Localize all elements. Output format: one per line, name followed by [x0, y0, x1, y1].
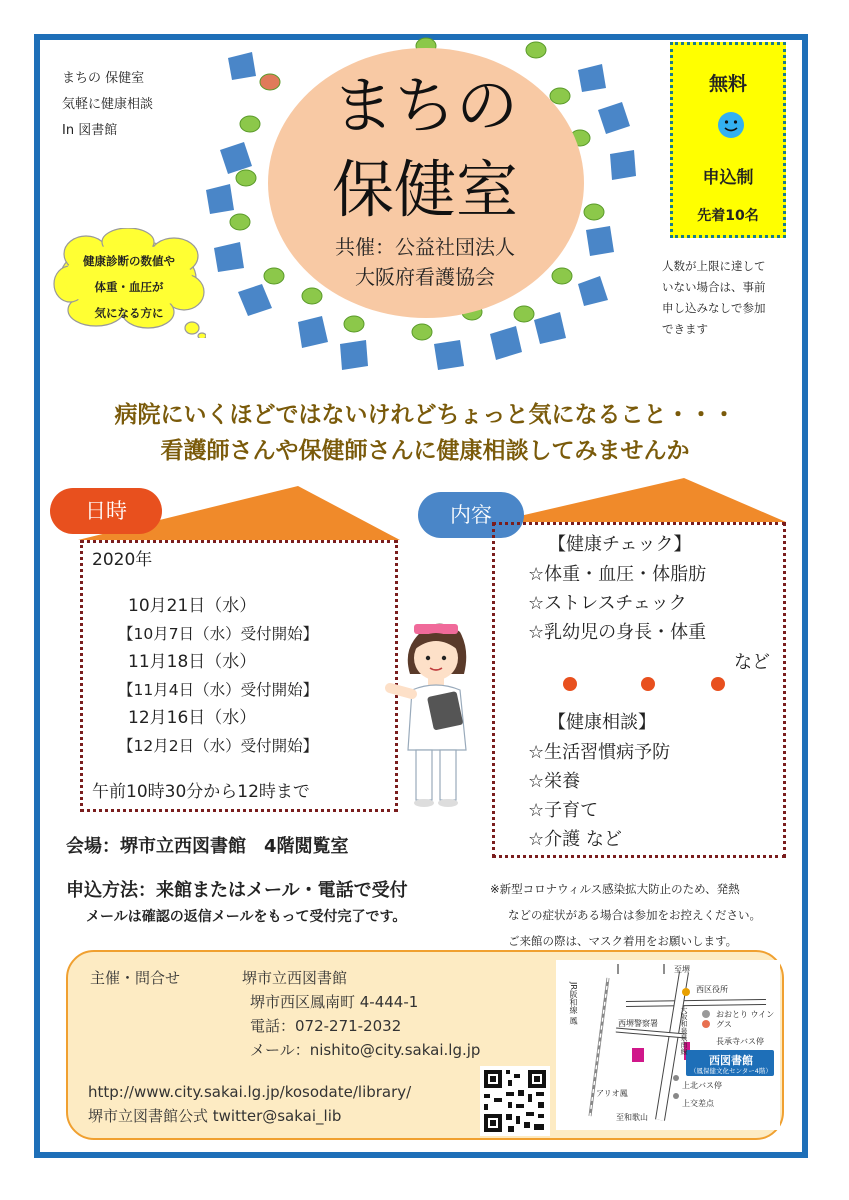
access-map [556, 960, 780, 1130]
apply-label: 申込制 [702, 168, 754, 188]
dot-separator [560, 676, 730, 692]
green-dot [240, 116, 260, 132]
check-item: ☆乳幼児の身長・体重 [528, 622, 707, 643]
caution-note [490, 876, 800, 954]
blue-tile [598, 102, 630, 134]
note-line: 申し込みなしで参加 [662, 301, 766, 315]
map-label: 長承寺バス停 [716, 1037, 764, 1046]
content-heading: 内容 [418, 492, 524, 538]
blue-tile [578, 276, 608, 306]
qr-code-icon [480, 1066, 550, 1136]
apply-method: 申込方法：来館またはメール・電話で受付 [66, 880, 408, 901]
footer-twitter[interactable]: 堺市立図書館公式 twitter@sakai_lib [88, 1107, 342, 1125]
caution-line: などの症状がある場合は参加をお控えください。 [508, 908, 761, 922]
blue-tile [490, 326, 522, 360]
blue-tile [228, 52, 256, 80]
footer-label: 主催・問合せ [90, 969, 181, 987]
schedule-date: 11月18日（水） [128, 652, 257, 672]
map-label: 至堺 [674, 965, 690, 974]
nurse-illustration [384, 610, 488, 810]
check-item: ☆ストレスチェック [528, 593, 687, 614]
green-dot [514, 306, 534, 322]
map-label: 西区役所 [696, 985, 728, 994]
schedule-date: 10月21日（水） [128, 596, 257, 616]
map-library-sub: （鳳保健文化センター4階） [690, 1067, 772, 1075]
map-label: 至和歌山 [616, 1113, 648, 1122]
map-label: おおとり ウイングス [716, 1010, 775, 1029]
map-label: 大阪和泉泉南線 [680, 1006, 688, 1055]
footer-library: 堺市立西図書館 [242, 969, 348, 987]
blue-tile [534, 312, 566, 344]
schedule-time: 午前10時30分から12時まで [92, 782, 310, 802]
footer-address: 堺市西区鳳南町 4-444-1 [250, 993, 419, 1011]
caution-line: ※新型コロナウィルス感染拡大防止のため、発熱 [490, 882, 740, 896]
organizer-line: 共催：公益社団法人 [335, 235, 515, 259]
schedule-heading: 日時 [50, 488, 162, 534]
blue-tile [586, 226, 614, 256]
check-title: 【健康チェック】 [548, 534, 692, 555]
green-dot [526, 42, 546, 58]
footer-email[interactable]: メール：nishito@city.sakai.lg.jp [250, 1041, 481, 1059]
green-dot [230, 214, 250, 230]
check-item: ☆体重・血圧・体脂肪 [528, 564, 707, 585]
free-label: 無料 [708, 73, 747, 95]
blue-tile [206, 184, 234, 214]
consult-item: ☆生活習慣病予防 [528, 742, 671, 763]
tagline-line: まちの 保健室 [62, 71, 145, 86]
footer-url[interactable]: http://www.city.sakai.lg.jp/kosodate/library/ [88, 1083, 412, 1101]
capacity-label: 先着10名 [697, 208, 759, 224]
map-label: 上北バス停 [682, 1081, 722, 1090]
map-label: アリオ鳳 [596, 1089, 628, 1098]
map-label: 上交差点 [682, 1099, 714, 1108]
cloud-line: 気になる方に [94, 306, 164, 320]
apply-note: メールは確認の返信メールをもって受付完了です。 [86, 909, 407, 925]
map-label: 西堺警察署 [618, 1019, 658, 1028]
footer-phone: 電話：072-271-2032 [250, 1017, 402, 1035]
schedule-reception: 【12月2日（水）受付開始】 [118, 737, 319, 755]
schedule-year: 2020年 [92, 550, 153, 570]
cloud-text [60, 248, 198, 326]
blue-tile [610, 150, 636, 180]
blue-tile [340, 340, 368, 370]
organizer [290, 232, 560, 292]
schedule-reception: 【10月7日（水）受付開始】 [118, 625, 319, 643]
organizer-line: 大阪府看護協会 [355, 265, 495, 289]
green-dot [236, 170, 256, 186]
blue-tile [214, 242, 244, 272]
tagline-line: 気軽に健康相談 [62, 97, 154, 112]
note-line: 人数が上限に達して [662, 259, 766, 273]
caution-line: ご来館の際は、マスク着用をお願いします。 [508, 934, 738, 948]
green-dot [264, 268, 284, 284]
cloud-line: 健康診断の数値や [83, 254, 175, 268]
consult-item: ☆子育て [528, 800, 599, 821]
green-dot [260, 74, 280, 90]
consult-item: ☆栄養 [528, 771, 581, 792]
cloud-line: 体重・血圧が [94, 280, 164, 294]
page-title [290, 64, 560, 232]
green-dot [412, 324, 432, 340]
blue-tile [220, 142, 252, 174]
lead-line-2: 看護師さんや保健師さんに健康相談してみませんか [160, 438, 690, 464]
title-line: まちの [331, 69, 518, 142]
capacity-note [662, 256, 792, 340]
blue-tile [434, 340, 464, 370]
free-badge [670, 42, 786, 238]
lead-line-1: 病院にいくほどではないけれどちょっと気になること・・・ [114, 402, 736, 428]
venue: 会場：堺市立西図書館 4階閲覧室 [66, 836, 349, 857]
map-label: JR阪和線 鳳 [569, 982, 578, 1025]
title-line: 保健室 [331, 153, 518, 226]
blue-tile [238, 284, 272, 316]
tagline-line: In 図書館 [62, 123, 118, 138]
schedule-reception: 【11月4日（水）受付開始】 [118, 681, 319, 699]
note-line: できます [662, 322, 708, 336]
consult-item: ☆介護 など [528, 829, 622, 850]
note-line: いない場合は、事前 [662, 280, 766, 294]
check-etc: など [734, 652, 770, 673]
smiley-icon [717, 111, 745, 139]
content-roof [494, 476, 786, 524]
map-library-name: 西図書館 [709, 1054, 753, 1067]
green-dot [344, 316, 364, 332]
tagline [62, 66, 153, 144]
blue-tile [578, 64, 606, 92]
schedule-date: 12月16日（水） [128, 708, 257, 728]
blue-tile [298, 316, 328, 348]
consult-title: 【健康相談】 [548, 712, 656, 733]
green-dot [584, 204, 604, 220]
